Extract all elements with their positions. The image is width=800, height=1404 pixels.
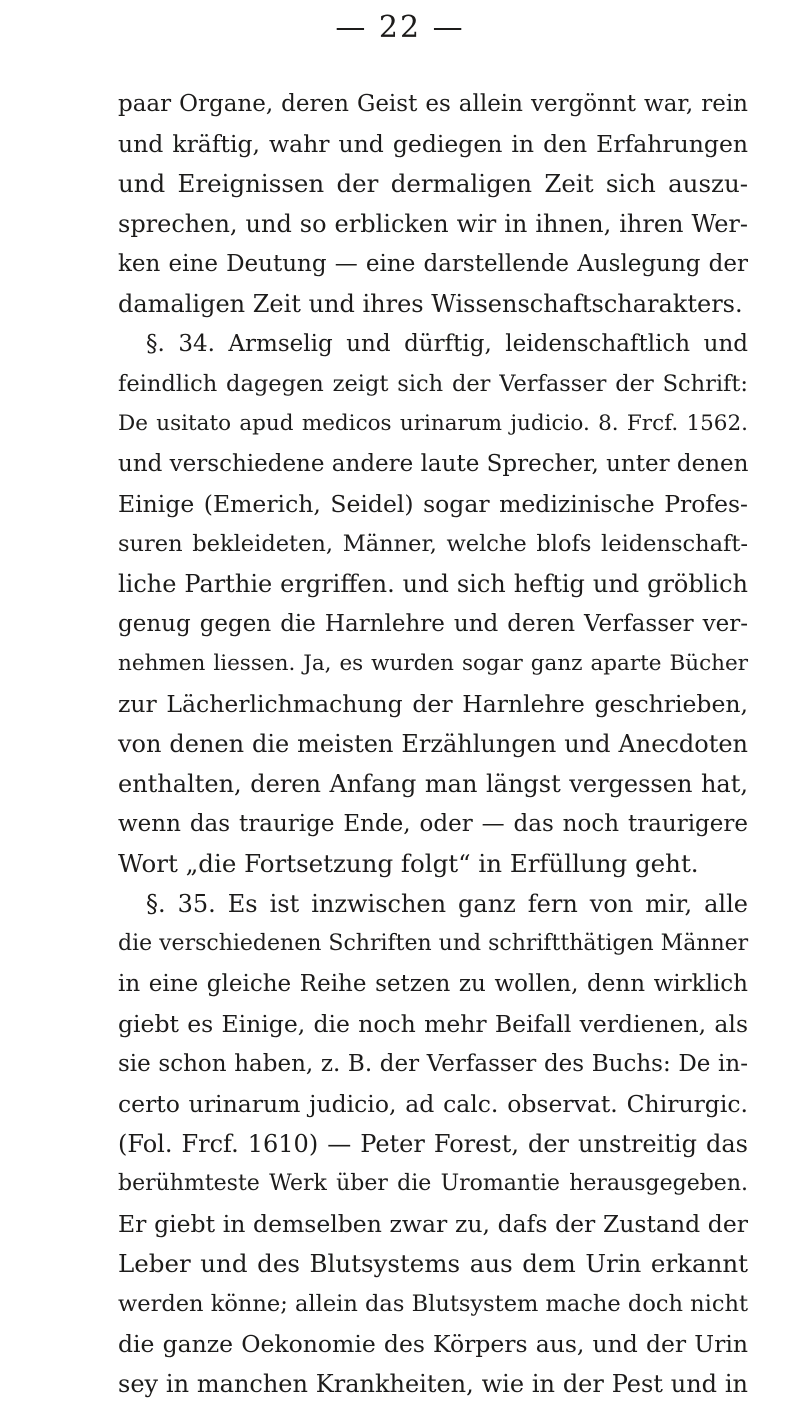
text-line: ken eine Deutung — eine darstellende Auslegung der bbox=[118, 251, 748, 277]
text-line: von denen die meisten Erzählungen und Anecdoten bbox=[118, 730, 748, 758]
text-line: damaligen Zeit und ihres Wissenschaftscharakters. bbox=[118, 290, 743, 318]
text-line: die verschiedenen Schriften und schriftthätigen Männer bbox=[118, 931, 749, 956]
text-line: liche Parthie ergriffen. und sich heftig und gröblich bbox=[118, 570, 748, 598]
text-line: paar Organe, deren Geist es allein vergönnt war, rein bbox=[118, 91, 748, 117]
text-line: enthalten, deren Anfang man längst vergessen hat, bbox=[118, 770, 748, 798]
text-line: werden könne; allein das Blutsystem mache doch nicht bbox=[118, 1291, 748, 1317]
text-line: feindlich dagegen zeigt sich der Verfasser der Schrift: bbox=[118, 371, 748, 397]
text-line: Er giebt in demselben zwar zu, dafs der Zustand der bbox=[118, 1210, 748, 1238]
text-line: certo urinarum judicio, ad calc. observat. Chirurgic. bbox=[118, 1090, 748, 1118]
text-line: giebt es Einige, die noch mehr Beifall verdienen, als bbox=[118, 1010, 748, 1038]
text-line: Leber und des Blutsystems aus dem Urin erkannt bbox=[118, 1249, 748, 1278]
text-line: wenn das traurige Ende, oder — das noch traurigere bbox=[118, 811, 748, 837]
text-line: in eine gleiche Reihe setzen zu wollen, denn wirklich bbox=[118, 971, 748, 997]
text-line: die ganze Oekonomie des Körpers aus, und der Urin bbox=[118, 1330, 748, 1358]
text-line: nehmen liessen. Ja, es wurden sogar ganz aparte Bücher bbox=[118, 651, 748, 676]
text-line: und kräftig, wahr und gediegen in den Erfahrungen bbox=[118, 130, 748, 158]
text-line: zur Lächerlichmachung der Harnlehre geschrieben, bbox=[118, 690, 748, 718]
page-number: — 22 — bbox=[335, 10, 465, 45]
text-line: und Ereignissen der dermaligen Zeit sich auszu- bbox=[118, 169, 748, 198]
text-line: genug gegen die Harnlehre und deren Verfasser ver- bbox=[118, 611, 748, 637]
text-line: sie schon haben, z. B. der Verfasser des Buchs: De in- bbox=[118, 1051, 748, 1077]
paragraph-34-start: §. 34. Armselig und dürftig, leidenschaftlich und bbox=[146, 331, 748, 357]
text-line: und verschiedene andere laute Sprecher, unter denen bbox=[118, 451, 749, 477]
book-title-line: De usitato apud medicos urinarum judicio. 8. Frcf. 1562. bbox=[118, 411, 748, 436]
text-line: berühmteste Werk über die Uromantie herausgegeben. bbox=[118, 1171, 748, 1196]
text-line: Einige (Emerich, Seidel) sogar medizinische Profes- bbox=[118, 490, 748, 518]
body-text bbox=[118, 84, 748, 1404]
paragraph-35-start: §. 35. Es ist inzwischen ganz fern von mir, alle bbox=[146, 890, 748, 918]
text-line: suren bekleideten, Männer, welche blofs leidenschaft- bbox=[118, 531, 748, 557]
text-line: sey in manchen Krankheiten, wie in der Pest und in bbox=[118, 1370, 748, 1398]
text-line: sprechen, und so erblicken wir in ihnen, ihren Wer- bbox=[118, 210, 748, 238]
text-line: (Fol. Frcf. 1610) — Peter Forest, der unstreitig das bbox=[118, 1130, 748, 1158]
text-line: Wort „die Fortsetzung folgt“ in Erfüllung geht. bbox=[118, 849, 699, 878]
